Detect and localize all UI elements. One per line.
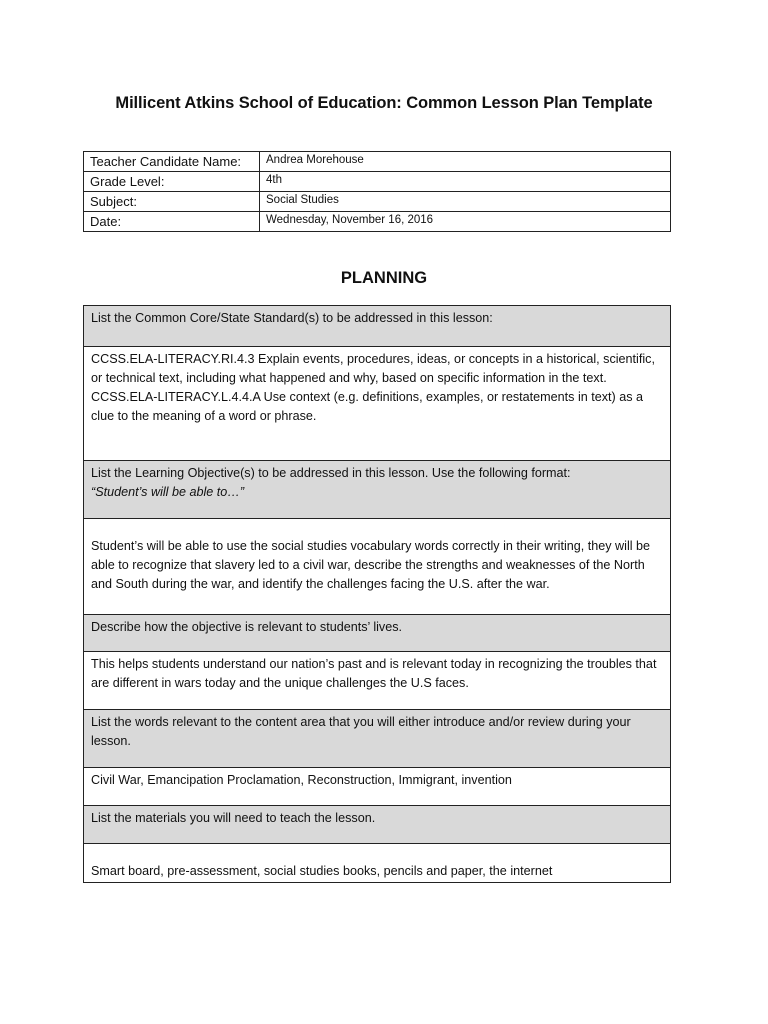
standards-prompt-row [84, 306, 670, 346]
standards-prompt: List the Common Core/State Standard(s) to be addressed in this lesson: [91, 311, 493, 325]
info-row-teacher [84, 152, 671, 172]
relevance-answer: This helps students understand our nation’s past and is relevant today in recognizing the troubles that are different in wars today and the unique challenges the U.S faces. [91, 657, 657, 690]
standards-answer-2: CCSS.ELA-LITERACY.L.4.4.A Use context (e.g. definitions, examples, or restatements in text) as a clue to the meaning of a word or phrase. [91, 390, 644, 423]
relevance-prompt-row [84, 614, 670, 651]
objectives-prompt: List the Learning Objective(s) to be addressed in this lesson. Use the following format: [91, 466, 571, 480]
date-value: Wednesday, November 16, 2016 [260, 212, 671, 232]
lesson-info-table [83, 151, 671, 232]
planning-heading: PLANNING [340, 269, 428, 287]
grade-level-label: Grade Level: [84, 172, 260, 192]
planning-table [83, 305, 671, 883]
words-answer: Civil War, Emancipation Proclamation, Reconstruction, Immigrant, invention [91, 773, 512, 787]
info-row-subject [84, 192, 671, 212]
objectives-answer-row [84, 518, 670, 614]
teacher-name-label: Teacher Candidate Name: [84, 152, 260, 172]
materials-prompt-row [84, 805, 670, 843]
words-prompt: List the words relevant to the content area that you will either introduce and/or review during your lesson. [91, 715, 631, 748]
words-prompt-row [84, 709, 670, 767]
standards-answer-1: CCSS.ELA-LITERACY.RI.4.3 Explain events, procedures, ideas, or concepts in a historical, scientific, or technical text, including what happened and why, based on specific information in the text. [91, 352, 655, 385]
info-row-date [84, 212, 671, 232]
materials-answer-row [84, 843, 670, 882]
materials-prompt: List the materials you will need to teach the lesson. [91, 811, 376, 825]
document-title: Millicent Atkins School of Education: Common Lesson Plan Template [115, 94, 653, 112]
relevance-prompt: Describe how the objective is relevant to students’ lives. [91, 620, 403, 634]
relevance-answer-row [84, 651, 670, 709]
objectives-prompt-row [84, 460, 670, 518]
date-label: Date: [84, 212, 260, 232]
grade-level-value: 4th [260, 172, 671, 192]
info-row-grade [84, 172, 671, 192]
materials-answer: Smart board, pre-assessment, social studies books, pencils and paper, the internet [91, 864, 553, 878]
objectives-answer: Student’s will be able to use the social studies vocabulary words correctly in their writing, they will be able to recognize that slavery led to a civil war, describe the strengths and weaknesses of the North and South during the war, and identify the challenges facing the U.S. after the war. [91, 539, 651, 591]
objectives-format: “Student’s will be able to…” [91, 485, 245, 499]
subject-label: Subject: [84, 192, 260, 212]
words-answer-row [84, 767, 670, 805]
subject-value: Social Studies [260, 192, 671, 212]
teacher-name-value: Andrea Morehouse [260, 152, 671, 172]
standards-answer-row [84, 346, 670, 460]
